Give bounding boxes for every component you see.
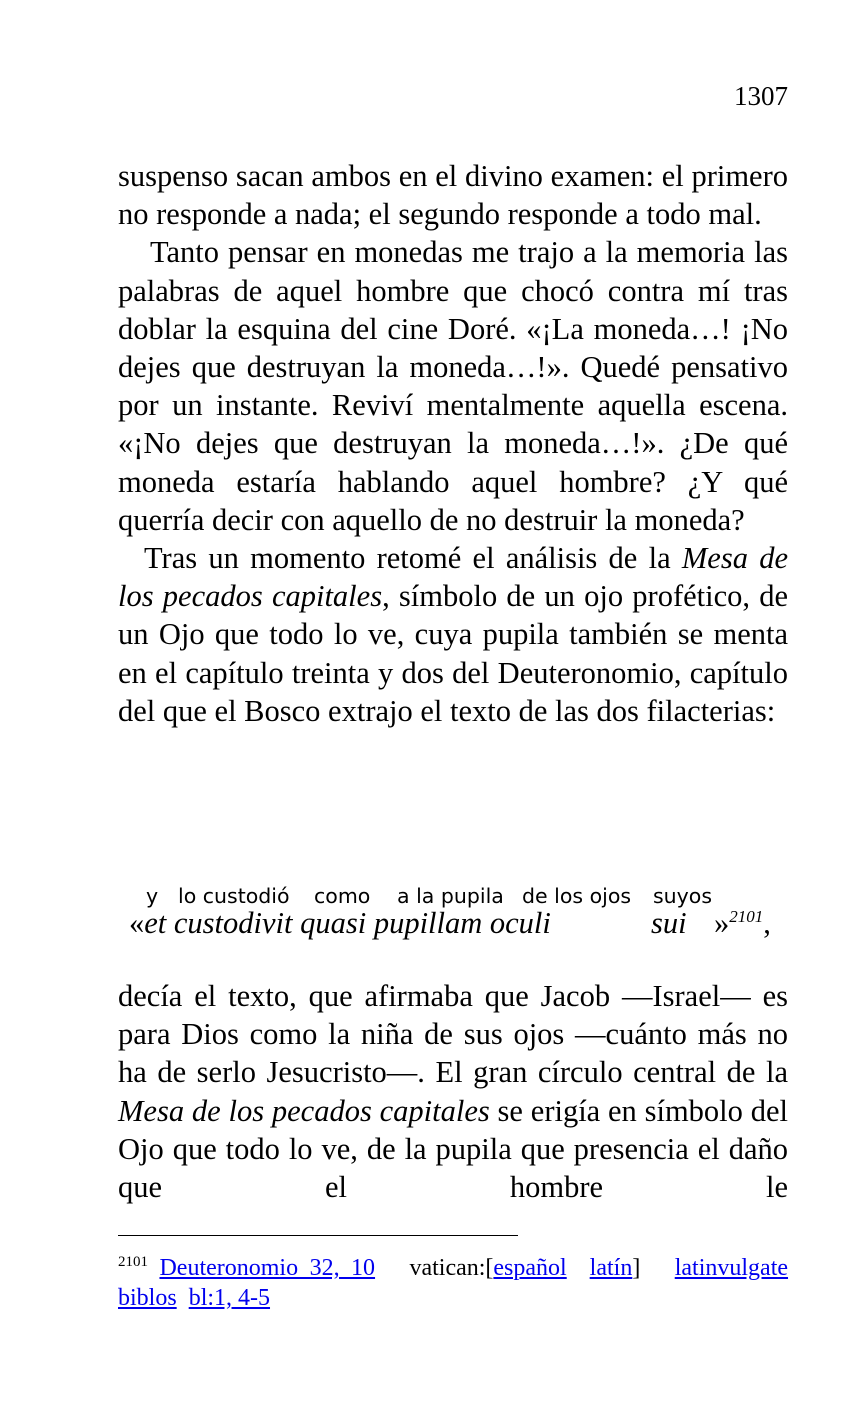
paragraph-mesa-text-after: , símbolo de un ojo profético, de un Ojo que todo lo ve, cuya pupila también se menta en el capítulo treinta y dos del Deuteronomio, capítulo del que el Bosco extrajo el texto de las dos filacterias: bbox=[118, 579, 788, 728]
latin-text-main: et custodivit quasi pupillam oculi bbox=[144, 906, 551, 940]
quote-close-mark: » bbox=[714, 906, 730, 940]
paragraph-mesa-text-before: Tras un momento retomé el análisis de la bbox=[144, 541, 682, 576]
vatican-close: ] bbox=[632, 1255, 641, 1281]
link-latin[interactable]: latín bbox=[589, 1255, 633, 1281]
paragraph-jacob-text-1: decía el texto, que afirmaba que Jacob —Israel— es para Dios como la niña de sus ojos —cuánto más no ha de serlo Jesucristo—. El gran círculo central de la bbox=[118, 979, 788, 1090]
gloss-word-suyos: suyos bbox=[653, 884, 713, 908]
work-title-italic: Mesa de los pecados capitales bbox=[118, 541, 788, 614]
paragraph-monedas: Tanto pensar en monedas me trajo a la memoria las palabras de aquel hombre que chocó contra mí tras doblar la esquina del cine Doré. «¡La moneda…! ¡No dejes que destruyan la moneda…!». Quedé pensativo por un instante. Reviví mentalmente aquella escena. «¡No dejes que destruyan la moneda…!». ¿De qué moneda estaría hablando aquel hombre? ¿Y qué querría decir con aquello de no destruir la moneda? bbox=[118, 235, 788, 537]
gloss-word-y: y bbox=[146, 884, 159, 908]
footnote-number: 2101 bbox=[118, 1254, 148, 1270]
latin-line-close bbox=[714, 905, 771, 941]
paragraph-suspenso: suspenso sacan ambos en el divino examen: el primero no responde a nada; el segundo responde a todo mal. bbox=[118, 159, 788, 232]
quote-trailing-comma: , bbox=[763, 906, 771, 940]
latin-quote-block bbox=[0, 878, 866, 948]
footnote-2101 bbox=[118, 1253, 788, 1313]
latin-text-sui: sui bbox=[651, 906, 687, 940]
latin-line-end bbox=[651, 905, 687, 941]
paragraph-mesa bbox=[118, 539, 788, 730]
gloss-word-como: como bbox=[314, 884, 371, 908]
gloss-word-lo-custodio: lo custodió bbox=[178, 884, 290, 908]
quote-open-mark: « bbox=[129, 906, 145, 940]
main-text-lower bbox=[118, 977, 788, 1206]
link-latinvulgate[interactable]: latinvulgate bbox=[674, 1255, 789, 1281]
link-bl[interactable]: bl:1, 4-5 bbox=[188, 1285, 271, 1311]
vatican-label: vatican:[ bbox=[409, 1255, 494, 1281]
paragraph-jacob bbox=[118, 977, 788, 1206]
footnote-reference-marker: 2101 bbox=[729, 906, 764, 926]
link-biblos[interactable]: biblos bbox=[118, 1285, 177, 1311]
main-text-upper bbox=[118, 157, 788, 730]
gloss-word-de-los-ojos: de los ojos bbox=[522, 884, 632, 908]
gloss-word-a-la-pupila: a la pupila bbox=[397, 884, 504, 908]
page-number: 1307 bbox=[734, 81, 788, 111]
link-espanol[interactable]: español bbox=[493, 1255, 567, 1281]
work-title-italic-2: Mesa de los pecados capitales bbox=[118, 1093, 490, 1128]
latin-line-main bbox=[129, 905, 551, 941]
footnote-divider bbox=[118, 1235, 518, 1236]
link-deuteronomio[interactable]: Deuteronomio 32, 10 bbox=[159, 1255, 376, 1281]
paragraph-jacob-text-2: se erigía en símbolo del Ojo que todo lo ve, de la pupila que presencia el daño que el hombre le bbox=[118, 1093, 788, 1205]
